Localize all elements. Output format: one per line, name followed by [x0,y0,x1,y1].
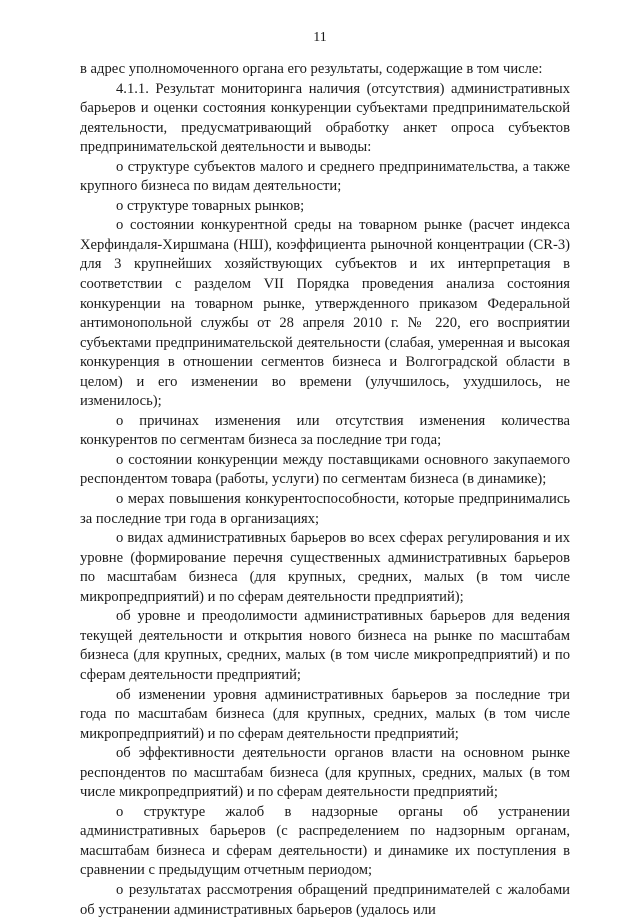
list-item: об уровне и преодолимости административных барьеров для ведения текущей деятельности и открытия нового бизнеса на рынке по масштабам бизнеса (для крупных, средних, малых (в том числе микропредприятий) и по сферам деятельности предприятий; [80,608,570,683]
list-item: о структуре товарных рынков; [116,197,305,214]
paragraph-4-1-1: 4.1.1. Результат мониторинга наличия (отсутствия) административных барьеров и оценки состояния конкуренции субъектами предпринимательской деятельности, предусматривающий обработку анкет опроса субъектов предпринимательской деятельности и выводы: [80,80,570,156]
list-item: о структуре субъектов малого и среднего предпринимательства, а также крупного бизнеса по видам деятельности; [80,158,570,195]
page-number: 11 [313,30,327,45]
paragraph-intro: в адрес уполномоченного органа его результаты, содержащие в том числе: [80,61,543,77]
list-item: об эффективности деятельности органов власти на основном рынке респондентов по масштабам бизнеса (для крупных, средних, малых (в том числе микропредприятий) и по сферам деятельности предприятий; [80,745,570,801]
document-body [80,60,570,920]
list-item: об изменении уровня административных барьеров за последние три года по масштабам бизнеса (для крупных, средних, малых (в том числе микропредприятий) и по сферам деятельности предприятий; [80,686,570,742]
list-item: о мерах повышения конкурентоспособности, которые предпринимались за последние три года в организациях; [80,491,570,527]
list-item: о структуре жалоб в надзорные органы об устранении административных барьеров (с распределением по надзорным органам, масштабам бизнеса и сферам деятельности) и динамике их поступления в сравнении с предыдущим отчетным периодом; [80,803,570,879]
list-item: о видах административных барьеров во всех сферах регулирования и их уровне (формирование перечня существенных административных барьеров по масштабам бизнеса (для крупных, средних, малых (в том числе микропредприятий) и по сферам деятельности предприятий); [80,530,570,605]
list-item: о результатах рассмотрения обращений предпринимателей с жалобами об устранении административных барьеров (удалось или [80,881,570,918]
list-item: о состоянии конкуренции между поставщиками основного закупаемого респондентом товара (работы, услуги) по сегментам бизнеса (в динамике); [80,451,570,488]
list-item: о причинах изменения или отсутствия изменения количества конкурентов по сегментам бизнеса за последние три года; [80,412,570,449]
list-item: о состоянии конкурентной среды на товарном рынке (расчет индекса Херфиндаля-Хиршмана (НШ), коэффициента рыночной концентрации (CR-3) для 3 крупнейших хозяйствующих субъектов и их интерпретация в соответствии с разделом VII Порядка проведения анализа состояния конкуренции на товарном рынке, утвержденного приказом Федеральной антимонопольной службы от 28 апреля 2010 г. № 220, его восприятии субъектами предпринимательской деятельности (слабая, умеренная и высокая конкуренция в отношении сегментов бизнеса и Волгоградской области в целом) и его изменении во времени (улучшилось, ухудшилось, не изменилось); [80,217,570,410]
